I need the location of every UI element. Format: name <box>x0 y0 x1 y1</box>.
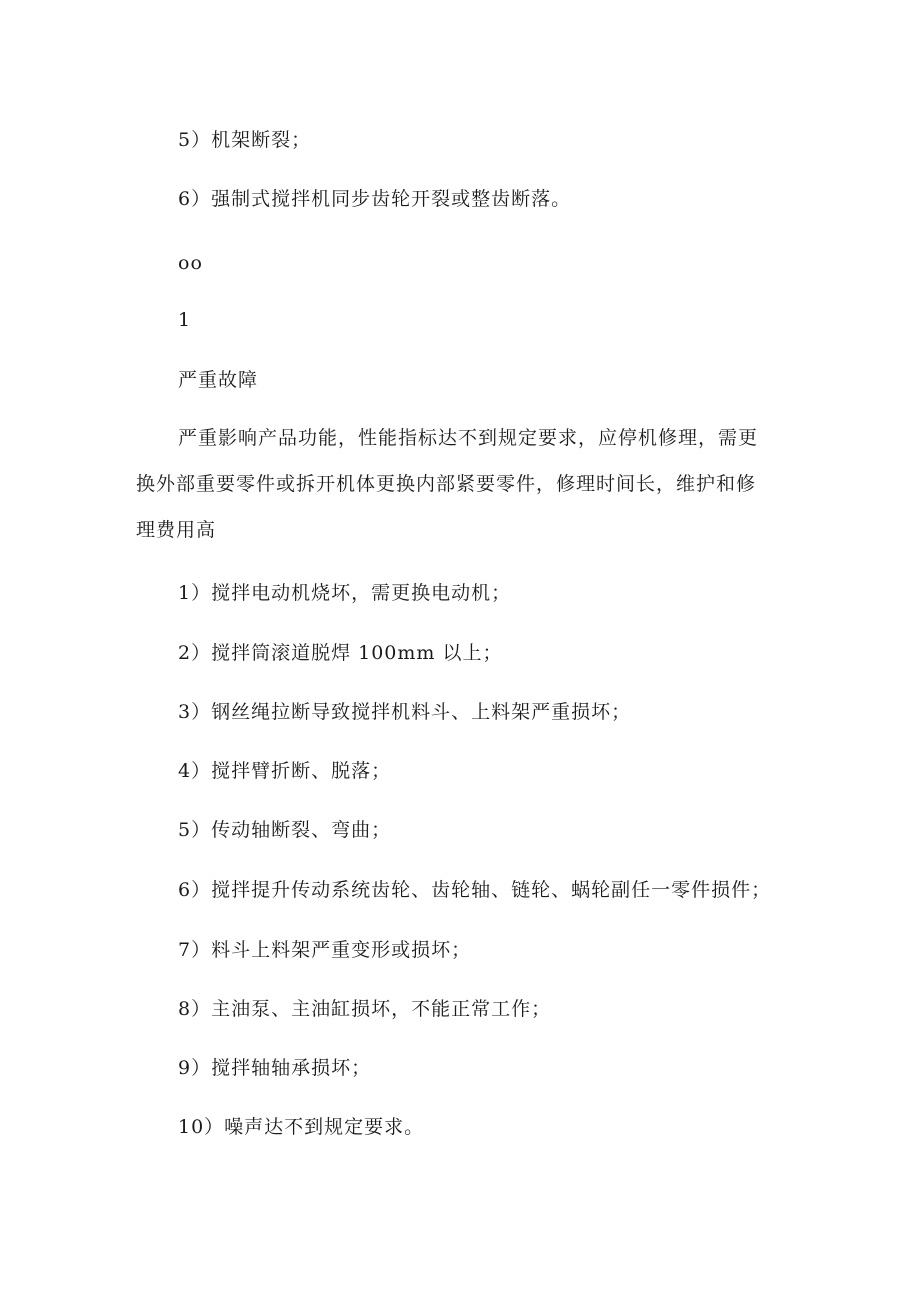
section-description <box>136 415 776 553</box>
list-item-4: 4）搅拌臂折断、脱落； <box>178 760 392 782</box>
section-title: 严重故障 <box>178 369 259 391</box>
list-item-top-6: 6）强制式搅拌机同步齿轮开裂或整齿断落。 <box>178 188 572 210</box>
list-item-2: 2）搅拌筒滚道脱焊 100mm 以上； <box>178 642 503 664</box>
list-item-6: 6）搅拌提升传动系统齿轮、齿轮轴、链轮、蜗轮副任一零件损件； <box>178 879 772 901</box>
list-item-10: 10）噪声达不到规定要求。 <box>178 1116 425 1138</box>
list-item-9: 9）搅拌轴轴承损坏； <box>178 1057 372 1079</box>
list-item-3: 3）钢丝绳拉断导致搅拌机料斗、上料架严重损坏； <box>178 701 632 723</box>
description-line-1: 严重影响产品功能，性能指标达不到规定要求，应停机修理，需更 <box>178 427 759 449</box>
list-item-7: 7）料斗上料架严重变形或损坏； <box>178 939 472 961</box>
description-line-2: 换外部重要零件或拆开机体更换内部紧要零件，修理时间长，维护和修 <box>136 473 757 495</box>
marker-oo: oo <box>178 252 203 274</box>
section-number: 1 <box>178 309 192 331</box>
list-item-1: 1）搅拌电动机烧坏，需更换电动机； <box>178 582 512 604</box>
description-line-3: 理费用高 <box>136 519 217 541</box>
list-item-top-5: 5）机架断裂； <box>178 129 312 151</box>
list-item-8: 8）主油泵、主油缸损坏，不能正常工作； <box>178 998 552 1020</box>
list-item-5: 5）传动轴断裂、弯曲； <box>178 819 392 841</box>
